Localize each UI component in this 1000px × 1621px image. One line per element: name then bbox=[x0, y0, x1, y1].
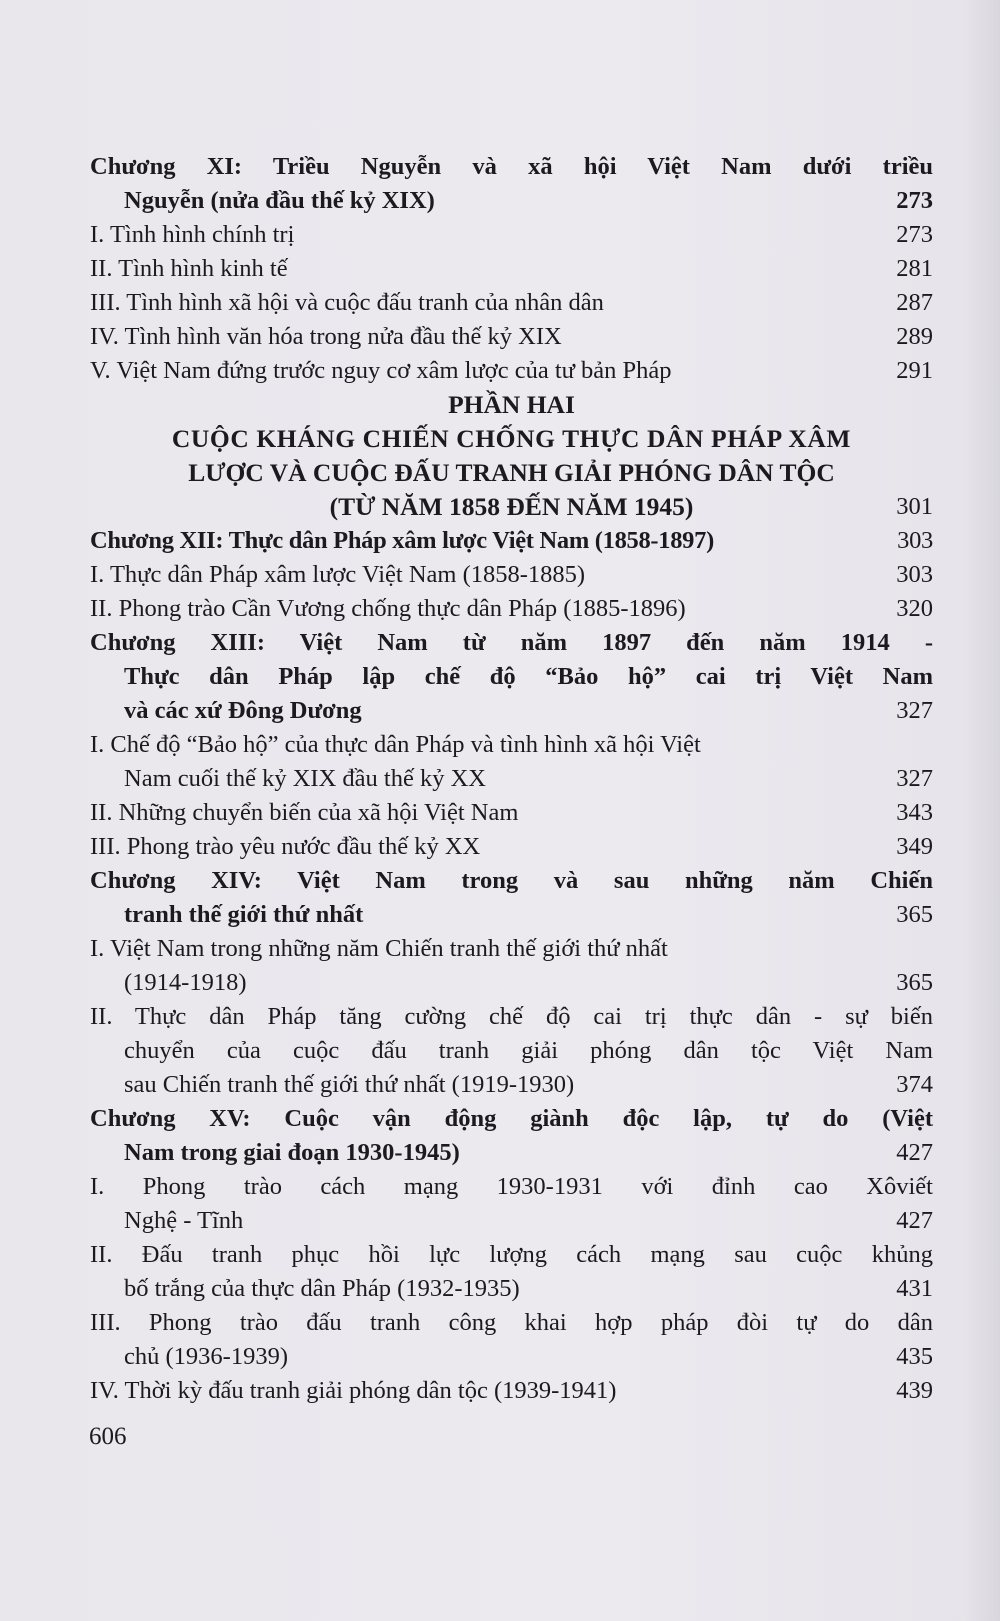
page-number: 327 bbox=[896, 765, 933, 792]
page-number: 427 bbox=[896, 1207, 933, 1234]
part-label: PHẦN HAI bbox=[448, 390, 575, 419]
toc-entry: I. Chế độ “Bảo hộ” của thực dân Pháp và tình hình xã hội Việt Nam cuối thế kỷ XIX đầu thế kỷ XX 327 bbox=[90, 728, 933, 796]
table-of-contents bbox=[90, 150, 933, 1408]
part-title: CUỘC KHÁNG CHIẾN CHỐNG THỰC DÂN PHÁP XÂM bbox=[171, 424, 852, 453]
toc-entry: IV. Thời kỳ đấu tranh giải phóng dân tộc (1939-1941) 439 bbox=[90, 1374, 933, 1408]
toc-chapter-13: Chương XIII: Việt Nam từ năm 1897 đến năm 1914 - Thực dân Pháp lập chế độ “Bảo hộ” cai trị Việt Nam và các xứ Đông Dương 327 bbox=[90, 626, 933, 728]
page-number: 273 bbox=[896, 221, 933, 248]
page-number: 343 bbox=[896, 799, 933, 826]
toc-entry: V. Việt Nam đứng trước nguy cơ xâm lược của tư bản Pháp 291 bbox=[90, 354, 933, 388]
page-number: 303 bbox=[897, 527, 933, 554]
page-number: 281 bbox=[896, 255, 933, 282]
toc-part-two: PHẦN HAI CUỘC KHÁNG CHIẾN CHỐNG THỰC DÂN PHÁP XÂM LƯỢC VÀ CUỘC ĐẤU TRANH GIẢI PHÓNG DÂN TỘC (TỪ NĂM 1858 ĐẾN NĂM 1945) 301 bbox=[90, 388, 933, 524]
page-number: 435 bbox=[896, 1343, 933, 1370]
toc-entry: III. Phong trào đấu tranh công khai hợp pháp đòi tự do dân chủ (1936-1939) 435 bbox=[90, 1306, 933, 1374]
toc-chapter-11: Chương XI: Triều Nguyễn và xã hội Việt Nam dưới triều Nguyễn (nửa đầu thế kỷ XIX) 273 bbox=[90, 150, 933, 218]
page-folio: 606 bbox=[89, 1423, 127, 1450]
toc-chapter-12: Chương XII: Thực dân Pháp xâm lược Việt Nam (1858-1897) 303 bbox=[90, 524, 933, 558]
toc-entry: II. Những chuyển biến của xã hội Việt Nam 343 bbox=[90, 796, 933, 830]
toc-entry: II. Tình hình kinh tế 281 bbox=[90, 252, 933, 286]
page-number: 365 bbox=[896, 901, 933, 928]
toc-entry: III. Phong trào yêu nước đầu thế kỷ XX 349 bbox=[90, 830, 933, 864]
toc-entry: III. Tình hình xã hội và cuộc đấu tranh của nhân dân 287 bbox=[90, 286, 933, 320]
page-number: 301 bbox=[896, 493, 933, 520]
page-number: 349 bbox=[896, 833, 933, 860]
toc-entry: IV. Tình hình văn hóa trong nửa đầu thế kỷ XIX 289 bbox=[90, 320, 933, 354]
page-number: 273 bbox=[896, 187, 933, 214]
toc-entry: II. Phong trào Cần Vương chống thực dân Pháp (1885-1896) 320 bbox=[90, 592, 933, 626]
page-edge-shadow bbox=[964, 0, 1000, 1621]
toc-chapter-15: Chương XV: Cuộc vận động giành độc lập, tự do (Việt Nam trong giai đoạn 1930-1945) 427 bbox=[90, 1102, 933, 1170]
page-number: 431 bbox=[896, 1275, 933, 1302]
toc-chapter-14: Chương XIV: Việt Nam trong và sau những năm Chiến tranh thế giới thứ nhất 365 bbox=[90, 864, 933, 932]
page-number: 439 bbox=[896, 1377, 933, 1404]
page-number: 365 bbox=[896, 969, 933, 996]
page-number: 289 bbox=[896, 323, 933, 350]
toc-entry: I. Việt Nam trong những năm Chiến tranh thế giới thứ nhất (1914-1918) 365 bbox=[90, 932, 933, 1000]
toc-entry: I. Tình hình chính trị 273 bbox=[90, 218, 933, 252]
page-number: 374 bbox=[896, 1071, 933, 1098]
page-number: 287 bbox=[896, 289, 933, 316]
page-number: 327 bbox=[896, 697, 933, 724]
page-number: 427 bbox=[896, 1139, 933, 1166]
page-number: 303 bbox=[896, 561, 933, 588]
toc-entry: I. Thực dân Pháp xâm lược Việt Nam (1858-1885) 303 bbox=[90, 558, 933, 592]
toc-entry: II. Thực dân Pháp tăng cường chế độ cai trị thực dân - sự biến chuyển của cuộc đấu tranh giải phóng dân tộc Việt Nam sau Chiến tranh thế giới thứ nhất (1919-1930) 374 bbox=[90, 1000, 933, 1102]
toc-entry: II. Đấu tranh phục hồi lực lượng cách mạng sau cuộc khủng bố trắng của thực dân Pháp (1932-1935) 431 bbox=[90, 1238, 933, 1306]
toc-entry: I. Phong trào cách mạng 1930-1931 với đỉnh cao Xôviết Nghệ - Tĩnh 427 bbox=[90, 1170, 933, 1238]
page-number: 291 bbox=[896, 357, 933, 384]
page-number: 320 bbox=[896, 595, 933, 622]
